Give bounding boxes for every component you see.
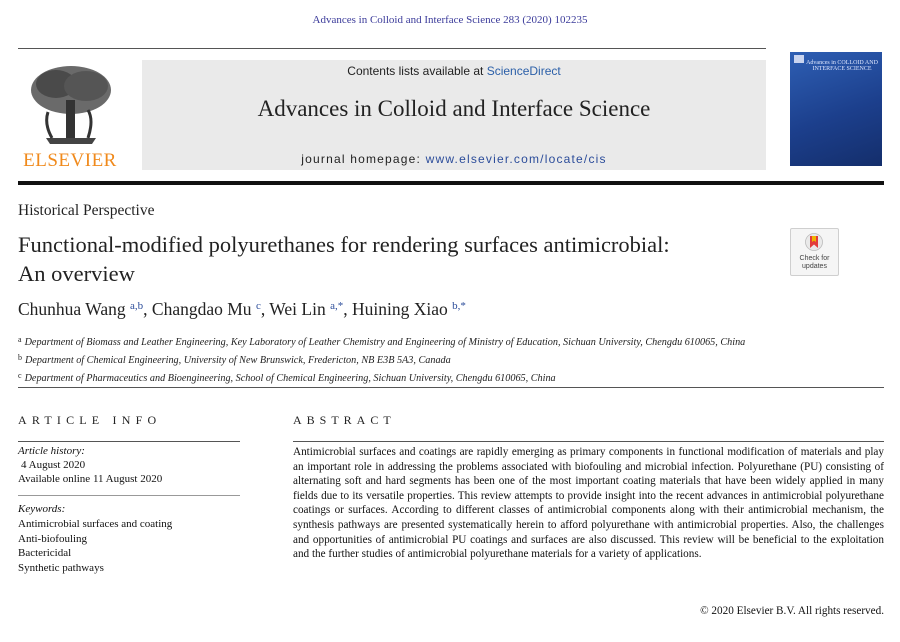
affiliation-item bbox=[18, 332, 745, 350]
journal-homepage bbox=[142, 152, 766, 166]
article-history-label: Article history: bbox=[18, 445, 85, 457]
journal-citation[interactable]: Advances in Colloid and Interface Science 283 (2020) 102235 bbox=[312, 14, 588, 26]
abstract-text: Antimicrobial surfaces and coatings are rapidly emerging as primary components in functional modification of materials and play an important role in addressing the problems associated with biofouling and microbial infection. Polyurethane (PU) consisting of alternating soft and hard segments has been one of the most important coating materials that have been widely applied in many fields due to its versatile properties. This review attempts to provide insight into the recent advances in antimicrobial polyurethane coatings or surfaces. According to different classes of antimicrobial components along with their antimicrobial mechanism, the synthesis pathways are presented systematically herein to afford polyurethane with antimicrobial properties. Also, the challenges and opportunities of antimicrobial PU coatings and surfaces are also discussed. This review will be beneficial to the exploitation and the further studies of antimicrobial polyurethane materials for a variety of applications. bbox=[293, 446, 884, 561]
contents-prefix: Contents lists available at bbox=[347, 64, 487, 78]
affiliations bbox=[18, 332, 745, 386]
copyright-notice: © 2020 Elsevier B.V. All rights reserved. bbox=[700, 605, 884, 617]
keywords-list bbox=[18, 517, 172, 575]
author-affiliation[interactable]: c bbox=[255, 300, 261, 312]
affiliation-item bbox=[18, 368, 745, 386]
paper-title-line-2: An overview bbox=[18, 261, 135, 286]
keyword-item: Anti-biofouling bbox=[18, 532, 88, 545]
top-divider bbox=[18, 48, 766, 49]
journal-cover-image[interactable] bbox=[790, 52, 882, 166]
author-affiliation[interactable]: a,b bbox=[130, 300, 144, 312]
received-date: 4 August 2020 bbox=[21, 459, 86, 471]
sciencedirect-link[interactable]: ScienceDirect bbox=[486, 64, 561, 78]
affiliation-text: Department of Biomass and Leather Engineering, Key Laboratory of Leather Chemistry and Engineering of Ministry of Education, Sichuan University, Chengdu 610065, China bbox=[24, 337, 746, 348]
paper-title-line-1: Functional-modified polyurethanes for rendering surfaces antimicrobial: bbox=[18, 232, 670, 257]
article-info-divider bbox=[18, 441, 240, 442]
abstract-divider bbox=[293, 441, 884, 442]
available-online-date: Available online 11 August 2020 bbox=[18, 473, 163, 485]
check-for-updates-button[interactable] bbox=[790, 228, 839, 276]
homepage-prefix: journal homepage: bbox=[301, 152, 426, 166]
keywords-label: Keywords: bbox=[18, 503, 66, 515]
affiliation-key: b bbox=[18, 353, 22, 362]
affiliation-text: Department of Chemical Engineering, University of New Brunswick, Fredericton, NB E3B 5A3, Canada bbox=[25, 355, 451, 366]
author-name[interactable]: Wei Lin bbox=[269, 299, 326, 319]
paper-title bbox=[18, 230, 778, 288]
abstract-heading: ABSTRACT bbox=[293, 413, 396, 427]
elsevier-logo[interactable] bbox=[18, 60, 122, 170]
keyword-item: Bactericidal bbox=[18, 547, 72, 559]
author-name[interactable]: Huining Xiao bbox=[351, 299, 448, 319]
elsevier-wordmark: ELSEVIER bbox=[23, 150, 117, 171]
affiliation-key: a bbox=[18, 335, 22, 344]
cover-title: Advances in COLLOID AND INTERFACE SCIENCE bbox=[806, 60, 878, 72]
contents-available bbox=[142, 64, 766, 78]
check-for-updates-icon bbox=[805, 233, 823, 251]
journal-banner bbox=[142, 60, 766, 170]
author-affiliation[interactable]: b,* bbox=[452, 300, 466, 312]
homepage-link[interactable]: www.elsevier.com/locate/cis bbox=[425, 152, 607, 166]
check-for-updates-label: Check for updates bbox=[799, 255, 830, 270]
author-name[interactable]: Changdao Mu bbox=[151, 299, 252, 319]
elsevier-tree-icon bbox=[26, 60, 116, 146]
header-thick-divider bbox=[18, 181, 884, 185]
affiliation-key: c bbox=[18, 371, 22, 380]
author-list: Chunhua Wang $^{a,b}$, Changdao Mu $^c$, Wei Lin $^{a,*}$, Huining Xiao $^{b,*}$ bbox=[18, 299, 466, 319]
affiliation-item bbox=[18, 350, 745, 368]
affiliation-text: Department of Pharmaceutics and Bioengineering, School of Chemical Engineering, Sichuan University, Chengdu 610065, China bbox=[24, 373, 556, 384]
affiliations-divider bbox=[18, 387, 884, 388]
keywords-divider bbox=[18, 495, 240, 496]
article-type: Historical Perspective bbox=[18, 202, 155, 219]
article-info-heading: ARTICLE INFO bbox=[18, 413, 162, 427]
keyword-item: Antimicrobial surfaces and coating bbox=[18, 518, 173, 530]
cover-publisher-badge bbox=[794, 55, 804, 63]
keyword-item: Synthetic pathways bbox=[18, 561, 104, 574]
author-affiliation[interactable]: a,* bbox=[330, 300, 344, 312]
author-name[interactable]: Chunhua Wang bbox=[18, 299, 126, 319]
journal-title: Advances in Colloid and Interface Science bbox=[257, 96, 651, 121]
